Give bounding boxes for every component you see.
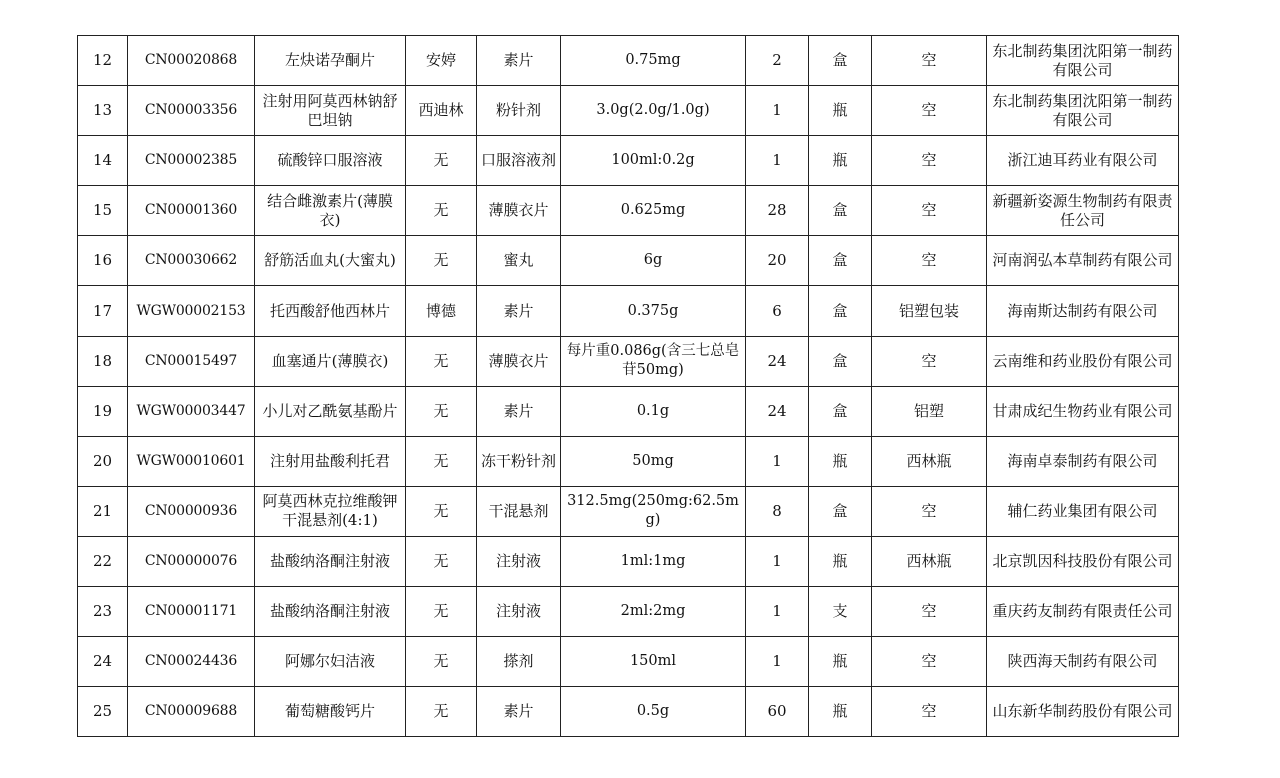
- row-number-cell: 12: [78, 36, 128, 86]
- row-number-cell: 14: [78, 136, 128, 186]
- trade-name-cell: 无: [406, 587, 477, 637]
- dosage-form-cell: 粉针剂: [477, 86, 561, 136]
- unit-cell: 瓶: [809, 436, 872, 486]
- trade-name-cell: 无: [406, 336, 477, 386]
- drug-code-cell: CN00001171: [128, 587, 255, 637]
- table-row: [78, 86, 1179, 136]
- row-number-cell: 15: [78, 186, 128, 236]
- dosage-form-cell: 薄膜衣片: [477, 336, 561, 386]
- trade-name-cell: 无: [406, 536, 477, 586]
- table-row: [78, 36, 1179, 86]
- specification-cell: 150ml: [561, 637, 746, 687]
- unit-cell: 瓶: [809, 136, 872, 186]
- quantity-cell: 28: [746, 186, 809, 236]
- table-row: [78, 286, 1179, 336]
- specification-cell: 0.1g: [561, 386, 746, 436]
- dosage-form-cell: 蜜丸: [477, 236, 561, 286]
- specification-cell: 50mg: [561, 436, 746, 486]
- row-number-cell: 16: [78, 236, 128, 286]
- trade-name-cell: 无: [406, 136, 477, 186]
- row-number-cell: 21: [78, 486, 128, 536]
- packaging-cell: 空: [872, 36, 987, 86]
- packaging-cell: 空: [872, 236, 987, 286]
- quantity-cell: 6: [746, 286, 809, 336]
- generic-name-cell: 盐酸纳洛酮注射液: [255, 536, 406, 586]
- specification-cell: 1ml:1mg: [561, 536, 746, 586]
- quantity-cell: 1: [746, 637, 809, 687]
- trade-name-cell: 博德: [406, 286, 477, 336]
- unit-cell: 盒: [809, 236, 872, 286]
- quantity-cell: 24: [746, 336, 809, 386]
- generic-name-cell: 阿莫西林克拉维酸钾干混悬剂(4:1): [255, 486, 406, 536]
- trade-name-cell: 无: [406, 236, 477, 286]
- specification-cell: 312.5mg(250mg:62.5mg): [561, 486, 746, 536]
- trade-name-cell: 无: [406, 386, 477, 436]
- quantity-cell: 1: [746, 536, 809, 586]
- generic-name-cell: 硫酸锌口服溶液: [255, 136, 406, 186]
- table-row: [78, 687, 1179, 737]
- drug-code-cell: WGW00003447: [128, 386, 255, 436]
- generic-name-cell: 注射用盐酸利托君: [255, 436, 406, 486]
- specification-cell: 0.75mg: [561, 36, 746, 86]
- row-number-cell: 22: [78, 536, 128, 586]
- drug-code-cell: CN00024436: [128, 637, 255, 687]
- dosage-form-cell: 注射液: [477, 587, 561, 637]
- table-row: [78, 336, 1179, 386]
- unit-cell: 盒: [809, 486, 872, 536]
- packaging-cell: 空: [872, 587, 987, 637]
- specification-cell: 0.625mg: [561, 186, 746, 236]
- dosage-form-cell: 干混悬剂: [477, 486, 561, 536]
- quantity-cell: 1: [746, 136, 809, 186]
- quantity-cell: 1: [746, 587, 809, 637]
- packaging-cell: 空: [872, 186, 987, 236]
- drug-code-cell: WGW00010601: [128, 436, 255, 486]
- packaging-cell: 空: [872, 687, 987, 737]
- manufacturer-cell: 新疆新姿源生物制药有限责任公司: [987, 186, 1179, 236]
- dosage-form-cell: 素片: [477, 36, 561, 86]
- specification-cell: 每片重0.086g(含三七总皂苷50mg): [561, 336, 746, 386]
- manufacturer-cell: 山东新华制药股份有限公司: [987, 687, 1179, 737]
- specification-cell: 2ml:2mg: [561, 587, 746, 637]
- manufacturer-cell: 辅仁药业集团有限公司: [987, 486, 1179, 536]
- quantity-cell: 2: [746, 36, 809, 86]
- drug-code-cell: CN00002385: [128, 136, 255, 186]
- generic-name-cell: 注射用阿莫西林钠舒巴坦钠: [255, 86, 406, 136]
- trade-name-cell: 无: [406, 186, 477, 236]
- drug-code-cell: CN00015497: [128, 336, 255, 386]
- packaging-cell: 西林瓶: [872, 436, 987, 486]
- drug-code-cell: CN00003356: [128, 86, 255, 136]
- quantity-cell: 8: [746, 486, 809, 536]
- unit-cell: 盒: [809, 286, 872, 336]
- manufacturer-cell: 云南维和药业股份有限公司: [987, 336, 1179, 386]
- packaging-cell: 空: [872, 637, 987, 687]
- dosage-form-cell: 素片: [477, 286, 561, 336]
- trade-name-cell: 无: [406, 687, 477, 737]
- table-row: [78, 136, 1179, 186]
- specification-cell: 100ml:0.2g: [561, 136, 746, 186]
- row-number-cell: 23: [78, 587, 128, 637]
- drug-code-cell: CN00001360: [128, 186, 255, 236]
- generic-name-cell: 小儿对乙酰氨基酚片: [255, 386, 406, 436]
- manufacturer-cell: 海南卓泰制药有限公司: [987, 436, 1179, 486]
- generic-name-cell: 结合雌激素片(薄膜衣): [255, 186, 406, 236]
- generic-name-cell: 阿娜尔妇洁液: [255, 637, 406, 687]
- table-row: [78, 236, 1179, 286]
- manufacturer-cell: 甘肃成纪生物药业有限公司: [987, 386, 1179, 436]
- packaging-cell: 西林瓶: [872, 536, 987, 586]
- table-row: [78, 536, 1179, 586]
- generic-name-cell: 葡萄糖酸钙片: [255, 687, 406, 737]
- table-row: [78, 637, 1179, 687]
- row-number-cell: 19: [78, 386, 128, 436]
- dosage-form-cell: 搽剂: [477, 637, 561, 687]
- dosage-form-cell: 注射液: [477, 536, 561, 586]
- manufacturer-cell: 陕西海天制药有限公司: [987, 637, 1179, 687]
- row-number-cell: 18: [78, 336, 128, 386]
- specification-cell: 6g: [561, 236, 746, 286]
- trade-name-cell: 无: [406, 436, 477, 486]
- quantity-cell: 60: [746, 687, 809, 737]
- specification-cell: 0.5g: [561, 687, 746, 737]
- row-number-cell: 24: [78, 637, 128, 687]
- packaging-cell: 空: [872, 336, 987, 386]
- row-number-cell: 20: [78, 436, 128, 486]
- manufacturer-cell: 重庆药友制药有限责任公司: [987, 587, 1179, 637]
- unit-cell: 瓶: [809, 637, 872, 687]
- drug-code-cell: CN00000936: [128, 486, 255, 536]
- table-body: [78, 36, 1179, 737]
- manufacturer-cell: 河南润弘本草制药有限公司: [987, 236, 1179, 286]
- manufacturer-cell: 浙江迪耳药业有限公司: [987, 136, 1179, 186]
- dosage-form-cell: 素片: [477, 687, 561, 737]
- generic-name-cell: 左炔诺孕酮片: [255, 36, 406, 86]
- dosage-form-cell: 冻干粉针剂: [477, 436, 561, 486]
- unit-cell: 盒: [809, 36, 872, 86]
- trade-name-cell: 西迪林: [406, 86, 477, 136]
- table-row: [78, 186, 1179, 236]
- manufacturer-cell: 北京凯因科技股份有限公司: [987, 536, 1179, 586]
- dosage-form-cell: 薄膜衣片: [477, 186, 561, 236]
- manufacturer-cell: 东北制药集团沈阳第一制药有限公司: [987, 86, 1179, 136]
- packaging-cell: 空: [872, 136, 987, 186]
- row-number-cell: 17: [78, 286, 128, 336]
- table-row: [78, 587, 1179, 637]
- generic-name-cell: 舒筋活血丸(大蜜丸): [255, 236, 406, 286]
- table-row: [78, 486, 1179, 536]
- packaging-cell: 铝塑包装: [872, 286, 987, 336]
- drug-code-cell: CN00030662: [128, 236, 255, 286]
- quantity-cell: 1: [746, 86, 809, 136]
- quantity-cell: 1: [746, 436, 809, 486]
- drug-list-table: [77, 35, 1179, 737]
- packaging-cell: 空: [872, 86, 987, 136]
- generic-name-cell: 盐酸纳洛酮注射液: [255, 587, 406, 637]
- trade-name-cell: 无: [406, 637, 477, 687]
- unit-cell: 盒: [809, 186, 872, 236]
- dosage-form-cell: 口服溶液剂: [477, 136, 561, 186]
- unit-cell: 瓶: [809, 86, 872, 136]
- drug-code-cell: WGW00002153: [128, 286, 255, 336]
- trade-name-cell: 无: [406, 486, 477, 536]
- table-row: [78, 386, 1179, 436]
- unit-cell: 瓶: [809, 687, 872, 737]
- drug-code-cell: CN00000076: [128, 536, 255, 586]
- quantity-cell: 24: [746, 386, 809, 436]
- quantity-cell: 20: [746, 236, 809, 286]
- table-row: [78, 436, 1179, 486]
- generic-name-cell: 托西酸舒他西林片: [255, 286, 406, 336]
- row-number-cell: 25: [78, 687, 128, 737]
- specification-cell: 3.0g(2.0g/1.0g): [561, 86, 746, 136]
- generic-name-cell: 血塞通片(薄膜衣): [255, 336, 406, 386]
- unit-cell: 支: [809, 587, 872, 637]
- unit-cell: 瓶: [809, 536, 872, 586]
- specification-cell: 0.375g: [561, 286, 746, 336]
- drug-code-cell: CN00020868: [128, 36, 255, 86]
- unit-cell: 盒: [809, 386, 872, 436]
- dosage-form-cell: 素片: [477, 386, 561, 436]
- packaging-cell: 空: [872, 486, 987, 536]
- trade-name-cell: 安婷: [406, 36, 477, 86]
- manufacturer-cell: 东北制药集团沈阳第一制药有限公司: [987, 36, 1179, 86]
- manufacturer-cell: 海南斯达制药有限公司: [987, 286, 1179, 336]
- packaging-cell: 铝塑: [872, 386, 987, 436]
- unit-cell: 盒: [809, 336, 872, 386]
- drug-code-cell: CN00009688: [128, 687, 255, 737]
- row-number-cell: 13: [78, 86, 128, 136]
